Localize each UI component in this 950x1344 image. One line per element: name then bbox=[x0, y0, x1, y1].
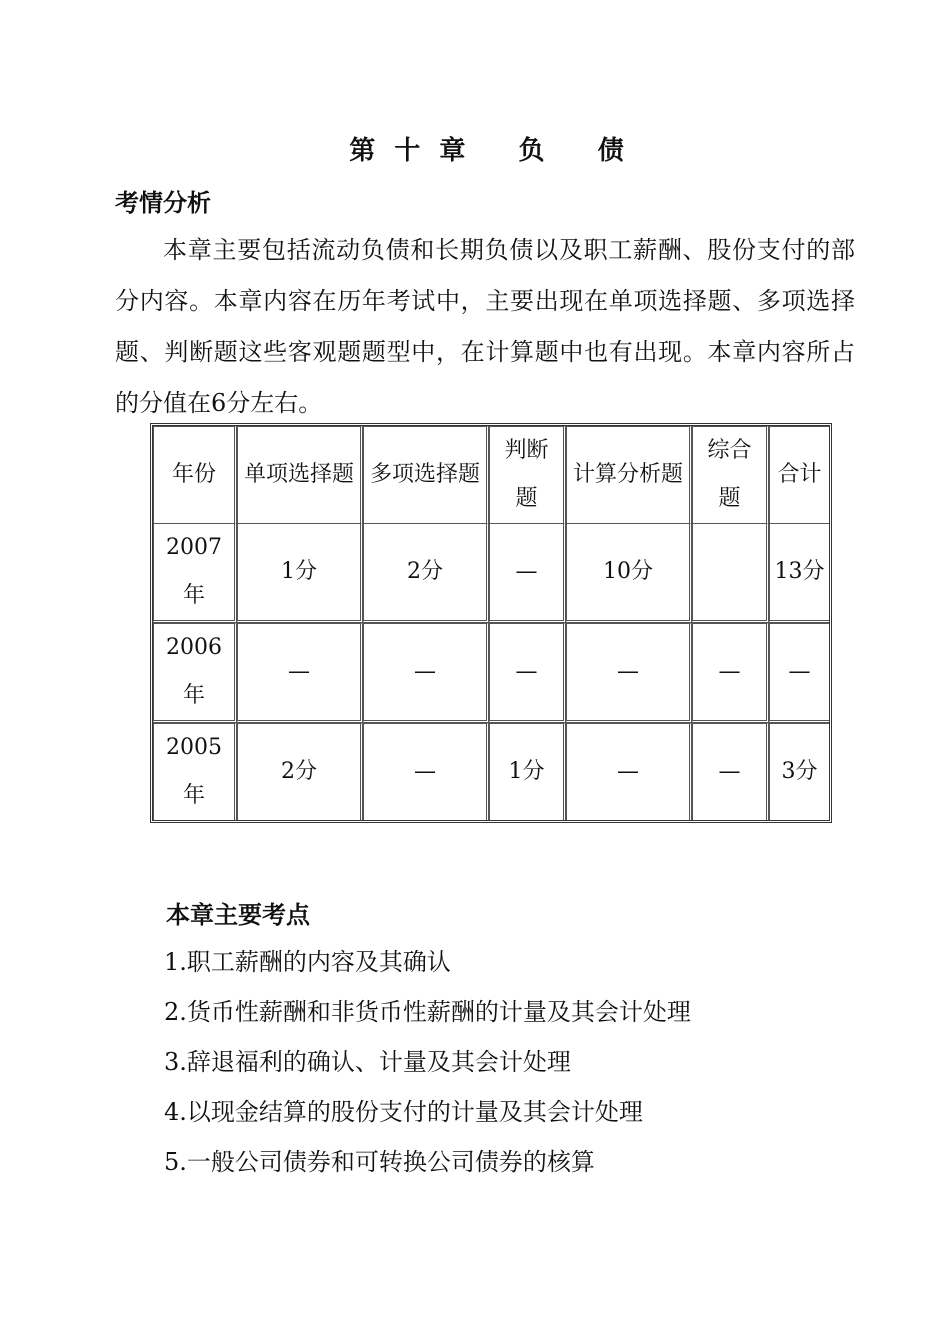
table-cell: 2006年 bbox=[153, 623, 237, 723]
table-cell: 2分 bbox=[237, 723, 363, 820]
table-cell: 2分 bbox=[363, 523, 489, 623]
table-cell: 3分 bbox=[769, 723, 829, 820]
header-cell: 计算分析题 bbox=[566, 426, 692, 523]
table-row bbox=[153, 723, 829, 820]
table-cell: — bbox=[363, 623, 489, 723]
table-row bbox=[153, 523, 829, 623]
table-cell: 1分 bbox=[237, 523, 363, 623]
header-cell: 判断题 bbox=[489, 426, 566, 523]
list-item: 3.辞退福利的确认、计量及其会计处理 bbox=[164, 1048, 571, 1076]
list-item: 1.职工薪酬的内容及其确认 bbox=[164, 948, 451, 976]
chapter-title: 第 十 章 负 债 bbox=[349, 136, 626, 166]
table-cell: — bbox=[692, 623, 769, 723]
table-cell: — bbox=[237, 623, 363, 723]
key-points-heading: 本章主要考点 bbox=[166, 901, 310, 929]
table-cell: 13分 bbox=[769, 523, 829, 623]
header-cell: 单项选择题 bbox=[237, 426, 363, 523]
table-cell: — bbox=[489, 623, 566, 723]
table-cell: — bbox=[489, 523, 566, 623]
table-cell: — bbox=[363, 723, 489, 820]
list-item: 5.一般公司债券和可转换公司债券的核算 bbox=[164, 1148, 595, 1176]
header-cell: 多项选择题 bbox=[363, 426, 489, 523]
table-cell: — bbox=[692, 723, 769, 820]
table-cell: 1分 bbox=[489, 723, 566, 820]
table-cell: — bbox=[566, 723, 692, 820]
header-cell: 综合题 bbox=[692, 426, 769, 523]
header-cell: 年份 bbox=[153, 426, 237, 523]
table-row bbox=[153, 623, 829, 723]
section-heading: 考情分析 bbox=[115, 189, 211, 217]
table-cell: — bbox=[769, 623, 829, 723]
key-points-list bbox=[164, 937, 691, 1187]
table-cell: 2007年 bbox=[153, 523, 237, 623]
table-header-row bbox=[153, 426, 829, 523]
score-table bbox=[150, 423, 832, 823]
table-cell bbox=[692, 523, 769, 623]
list-item: 2.货币性薪酬和非货币性薪酬的计量及其会计处理 bbox=[164, 998, 691, 1026]
table-cell: — bbox=[566, 623, 692, 723]
header-cell: 合计 bbox=[769, 426, 829, 523]
table-cell: 2005年 bbox=[153, 723, 237, 820]
list-item: 4.以现金结算的股份支付的计量及其会计处理 bbox=[164, 1098, 643, 1126]
intro-paragraph: 本章主要包括流动负债和长期负债以及职工薪酬、股份支付的部分内容。本章内容在历年考试中，主要出现在单项选择题、多项选择题、判断题这些客观题题型中，在计算题中也有出现。本章内容所占的分值在6分左右。 bbox=[115, 236, 855, 417]
table-cell: 10分 bbox=[566, 523, 692, 623]
